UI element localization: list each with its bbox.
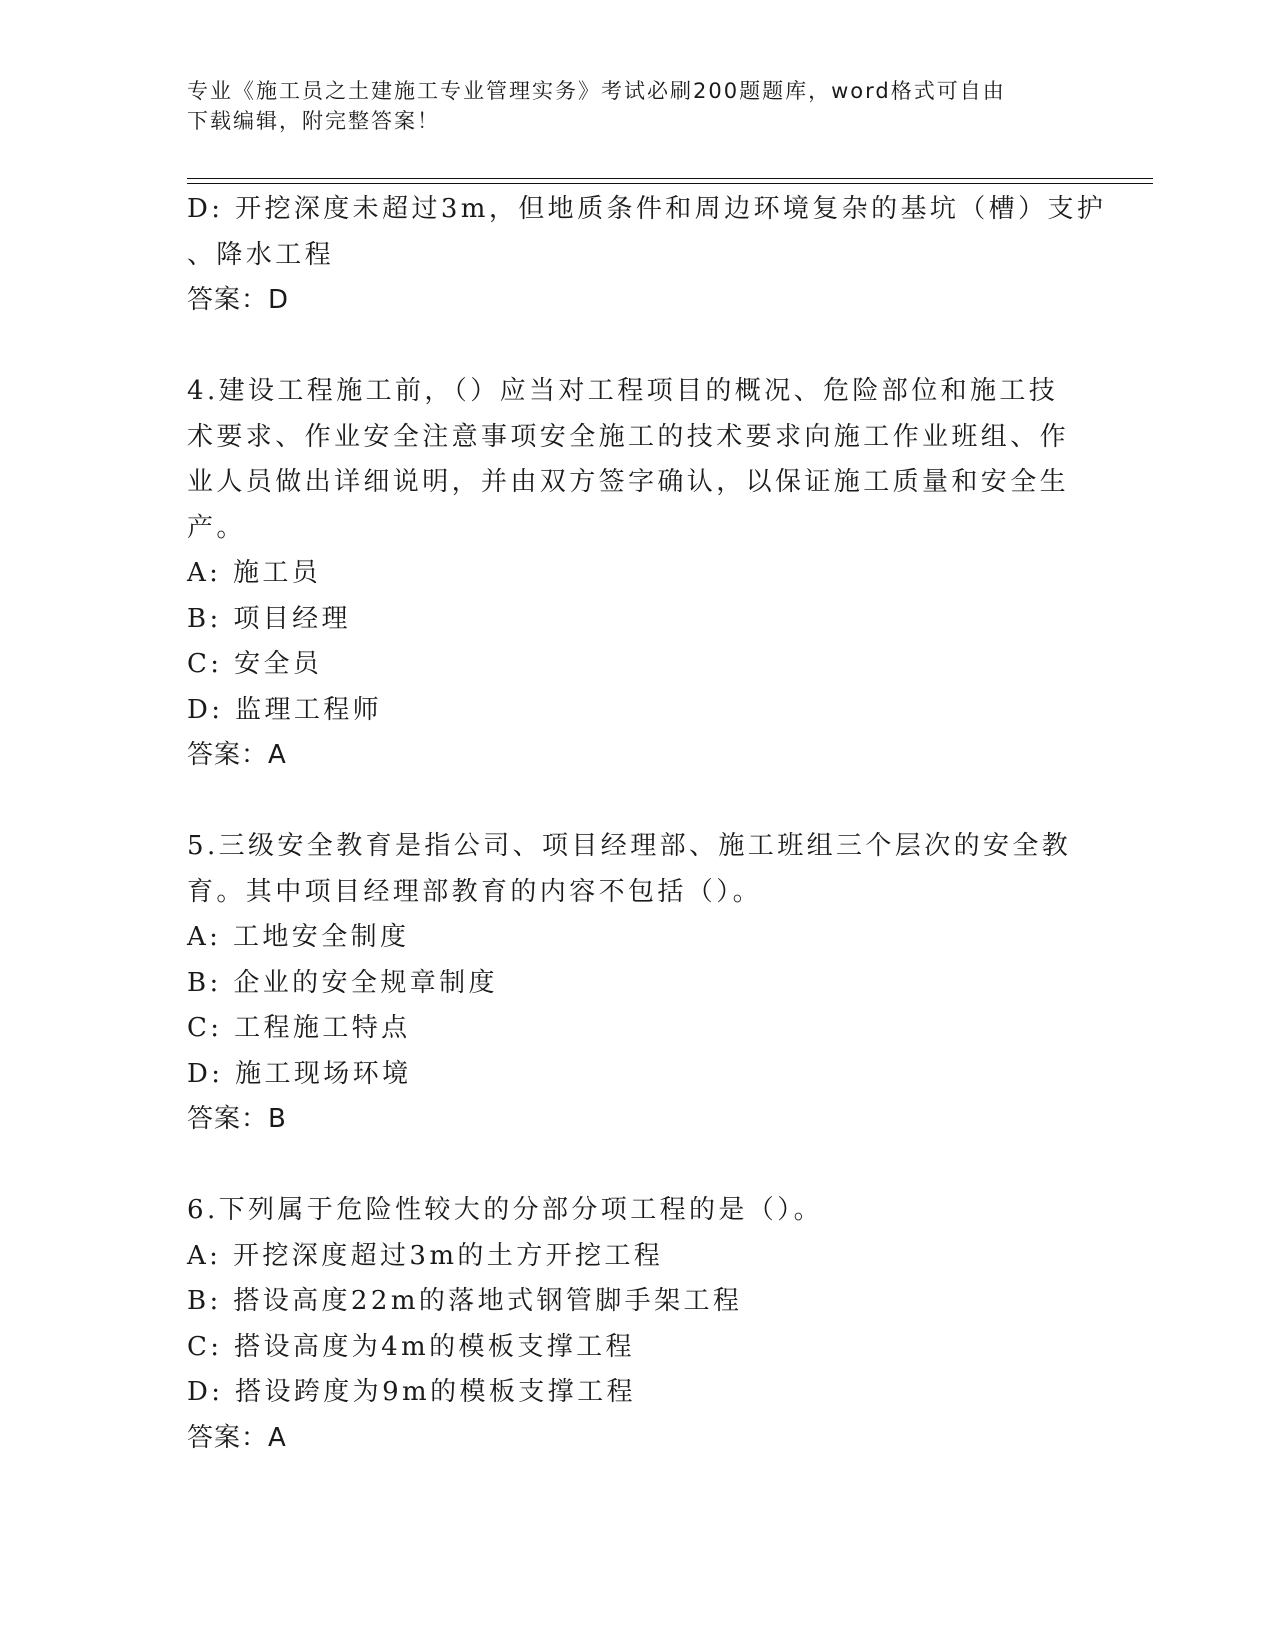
document-header <box>187 76 1067 136</box>
question-list <box>187 187 1107 1461</box>
header-title-line-2: 下载编辑，附完整答案！ <box>187 109 440 133</box>
option-b: B: 搭设高度22m的落地式钢管脚手架工程 <box>187 1286 743 1316</box>
question-3-continuation <box>187 187 1107 324</box>
question-text-line: 6.下列属于危险性较大的分部分项工程的是（）。 <box>187 1195 824 1225</box>
option-d: D: 搭设跨度为9m的模板支撑工程 <box>187 1377 636 1407</box>
option-b: B: 项目经理 <box>187 603 351 634</box>
header-title-line-1: 专业《施工员之土建施工专业管理实务》考试必刷200题题库，word格式可自由 <box>187 79 1006 103</box>
question-text-line: 产。 <box>187 512 246 543</box>
answer-line: 答案：A <box>187 740 287 770</box>
option-d: D: 施工现场环境 <box>187 1058 412 1089</box>
header-divider-top <box>187 178 1153 179</box>
question-5 <box>187 824 1077 1143</box>
option-a: A: 开挖深度超过3m的土方开挖工程 <box>187 1240 664 1271</box>
question-text-line: 育。其中项目经理部教育的内容不包括（）。 <box>187 876 763 907</box>
header-divider-bottom <box>187 183 1153 184</box>
answer-line: 答案：D <box>187 285 290 315</box>
question-4 <box>187 369 1077 779</box>
question-text-line: 4.建设工程施工前，（）应当对工程项目的概况、危险部位和施工技 <box>187 376 1059 406</box>
option-d: D: 开挖深度未超过3m，但地质条件和周边环境复杂的基坑（槽）支护 <box>187 194 1107 224</box>
option-d: D: 监理工程师 <box>187 694 383 725</box>
option-c: C: 搭设高度为4m的模板支撑工程 <box>187 1331 635 1362</box>
option-b: B: 企业的安全规章制度 <box>187 967 498 998</box>
spacer <box>187 779 1077 825</box>
option-c: C: 安全员 <box>187 649 323 679</box>
answer-line: 答案：B <box>187 1104 287 1134</box>
option-d-continued: 、降水工程 <box>187 239 335 270</box>
question-text-line: 5.三级安全教育是指公司、项目经理部、施工班组三个层次的安全教 <box>187 831 1072 861</box>
question-text-line: 业人员做出详细说明，并由双方签字确认，以保证施工质量和安全生 <box>187 467 1070 497</box>
spacer <box>187 1143 1077 1189</box>
spacer <box>187 324 1077 370</box>
option-c: C: 工程施工特点 <box>187 1013 411 1043</box>
option-a: A: 工地安全制度 <box>187 922 410 952</box>
question-text-line: 术要求、作业安全注意事项安全施工的技术要求向施工作业班组、作 <box>187 421 1070 452</box>
option-a: A: 施工员 <box>187 558 322 588</box>
answer-line: 答案：A <box>187 1422 287 1453</box>
question-6 <box>187 1188 1077 1461</box>
